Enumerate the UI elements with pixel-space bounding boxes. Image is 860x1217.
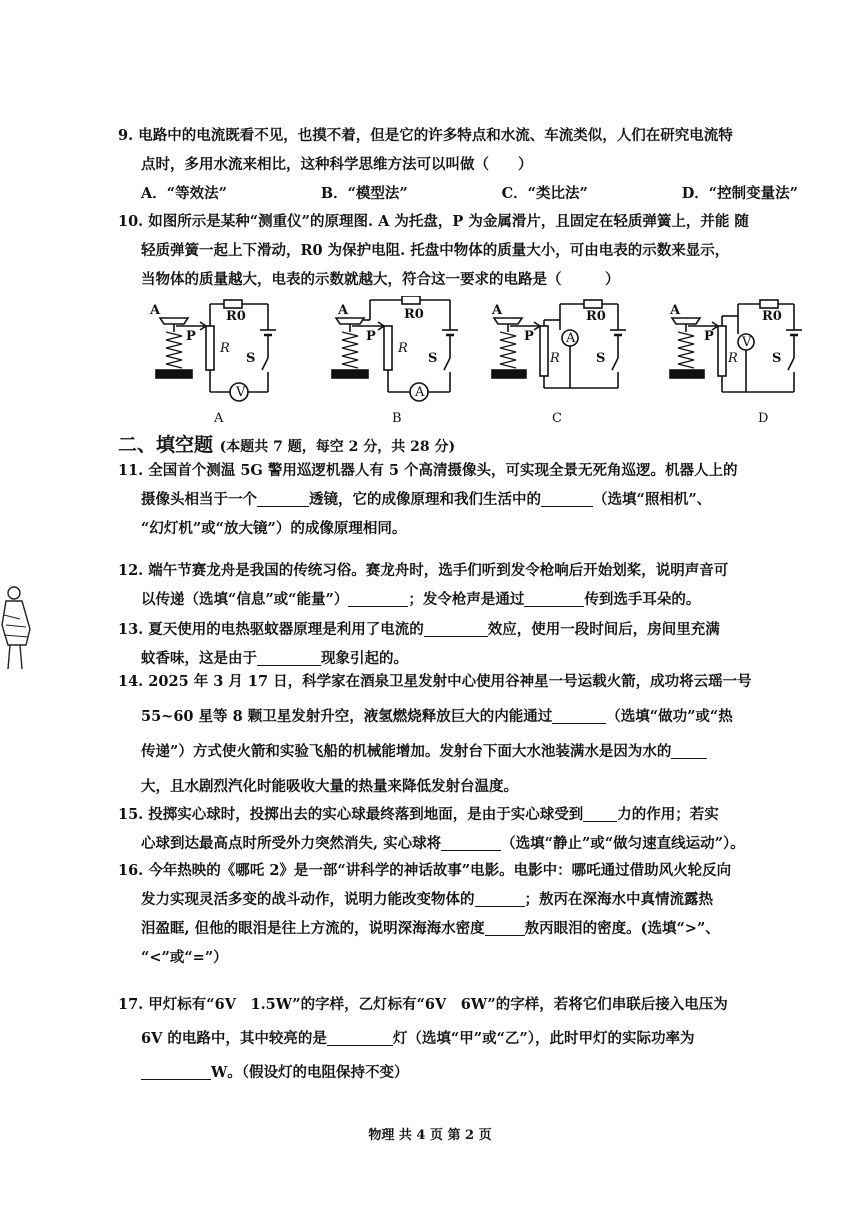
question-text: 大，且水剧烈汽化时能吸收大量的热量来降低发射台温度。	[141, 778, 518, 795]
question-text: 当物体的质量越大，电表的示数就越大，符合这一要求的电路是（ ）	[141, 271, 620, 288]
switch-label: S	[596, 351, 606, 366]
question-number: 17.	[118, 996, 144, 1013]
tray-label: A	[670, 303, 681, 318]
section-note: (本题共 7 题，每空 2 分，共 28 分)	[219, 439, 456, 455]
protect-label: R0	[404, 307, 424, 322]
meter-label: A	[566, 331, 576, 346]
switch-label: S	[772, 351, 782, 366]
meter-label: V	[236, 385, 246, 400]
spring-icon	[166, 332, 182, 368]
option-d: D．“控制变量法”	[681, 185, 798, 202]
answer-blank[interactable]	[583, 805, 617, 822]
slider-label: P	[186, 329, 196, 344]
switch-label: S	[246, 351, 256, 366]
base-icon	[670, 370, 704, 378]
question-text: 投掷实心球时，投掷出去的实心球最终落到地面，是由于实心球受到	[148, 806, 584, 823]
question-text: 电路中的电流既看不见，也摸不着，但是它的许多特点和水流、车流类似，人们在研究电流特	[138, 127, 733, 144]
spring-icon	[342, 332, 358, 368]
question-text: 敖丙眼泪的密度。(选填“>”、	[524, 920, 720, 937]
protect-label: R0	[226, 309, 246, 324]
resistor-label: R	[398, 341, 408, 356]
question-text: 点时，多用水流来相比，这种科学思维方法可以叫做（ ）	[141, 156, 533, 173]
question-text: 发力实现灵活多变的战斗动作，说明力能改变物体的	[141, 891, 475, 908]
answer-blank[interactable]	[541, 490, 593, 507]
tray-label: A	[150, 303, 161, 318]
question-text: 心球到达最高点时所受外力突然消失, 实心球将	[141, 835, 442, 852]
section-title: 二、填空题	[118, 434, 214, 456]
option-c: C．“类比法”	[501, 185, 588, 202]
question-text: W。（假设灯的电阻保持不变）	[211, 1064, 409, 1081]
question-text: ；敖丙在深海水中真情流露热	[524, 891, 713, 908]
question-15	[118, 800, 798, 858]
base-icon	[156, 370, 192, 378]
circuit-diagram-d	[666, 296, 816, 428]
question-number: 9.	[118, 127, 134, 144]
question-text: 透镜，它的成像原理和我们生活中的	[309, 491, 541, 508]
question-text: 夏天使用的电热驱蚊器原理是利用了电流的	[148, 621, 424, 638]
tray-icon	[160, 318, 188, 324]
question-text: 2025 年 3 月 17 日，科学家在酒泉卫星发射中心使用谷神星一号运载火箭，成功将云瑶一号	[148, 673, 752, 690]
answer-blank[interactable]	[671, 742, 707, 759]
answer-blank[interactable]	[141, 1063, 211, 1080]
question-text: （选填“做功”或“热	[606, 708, 733, 725]
question-9	[118, 121, 798, 208]
question-number: 12.	[118, 562, 144, 579]
protect-resistor-icon	[584, 300, 602, 308]
question-text: 全国首个测温 5G 警用巡逻机器人有 5 个高清摄像头，可实现全景无死角巡逻。机器人上的	[148, 462, 738, 479]
question-number: 14.	[118, 673, 144, 690]
circuit-caption: D	[758, 411, 769, 426]
question-text: 泪盈眶, 但他的眼泪是往上方流的，说明深海海水密度	[141, 920, 485, 937]
meter-label: A	[415, 385, 425, 400]
question-text: ；发令枪声是通过	[408, 591, 525, 608]
question-text: 传递”）方式使火箭和实验飞船的机械能增加。发射台下面大水池装满水是因为水的	[141, 743, 672, 760]
margin-sketch-figure	[0, 585, 34, 679]
spring-icon	[678, 332, 694, 368]
protect-resistor-icon	[402, 296, 420, 304]
answer-blank[interactable]	[441, 834, 501, 851]
answer-blank[interactable]	[475, 890, 525, 907]
question-text: 端午节赛龙舟是我国的传统习俗。赛龙舟时，选手们听到发令枪响后开始划桨，说明声音可	[148, 562, 729, 579]
question-text: “<”或“=”）	[141, 949, 228, 966]
question-text: 力的作用；若实	[617, 806, 719, 823]
slider-label: P	[704, 329, 714, 344]
question-text: 55~60 星等 8 颗卫星发射升空，液氢燃烧释放巨大的内能通过	[141, 708, 553, 725]
question-text: 以传递（选填“信息”或“能量”）	[141, 591, 349, 608]
question-text: 甲灯标有“6V 1.5W”的字样，乙灯标有“6V 6W”的字样，若将它们串联后接入电压为	[148, 996, 728, 1013]
question-text: 如图所示是某种“测重仪”的原理图. A 为托盘，P 为金属滑片，且固定在轻质弹簧上，并能 随	[148, 213, 749, 230]
circuit-caption: C	[552, 411, 562, 426]
option-a: A．“等效法”	[141, 185, 227, 202]
question-10	[118, 207, 798, 294]
question-12	[118, 556, 798, 614]
question-11	[118, 456, 798, 543]
question-text: 现象引起的。	[321, 650, 408, 667]
base-icon	[332, 370, 368, 378]
question-number: 13.	[118, 621, 144, 638]
options-row	[118, 179, 798, 208]
resistor-label: R	[220, 341, 230, 356]
circuit-diagram-a	[140, 296, 290, 428]
tray-label: A	[492, 303, 503, 318]
question-text: 传到选手耳朵的。	[584, 591, 701, 608]
answer-blank[interactable]	[524, 590, 584, 607]
circuit-caption: A	[214, 411, 224, 426]
question-text: （选填“照相机”、	[593, 491, 712, 508]
section-heading	[118, 430, 455, 457]
question-text: 6V 的电路中，其中较亮的是	[141, 1030, 327, 1047]
protect-resistor-icon	[224, 300, 242, 308]
spring-icon	[500, 332, 516, 368]
protect-label: R0	[586, 309, 606, 324]
question-number: 15.	[118, 806, 144, 823]
question-number: 10.	[118, 213, 144, 230]
question-17	[118, 988, 798, 1090]
protect-resistor-icon	[760, 300, 778, 308]
meter-label: V	[742, 335, 752, 350]
protect-label: R0	[762, 309, 782, 324]
question-text: 轻质弹簧一起上下滑动，R0 为保护电阻. 托盘中物体的质量大小，可由电表的示数来显示，	[141, 242, 730, 259]
question-text: 今年热映的《哪吒 2》是一部“讲科学的神话故事”电影。电影中：哪吒通过借助风火轮反向	[148, 862, 732, 879]
circuit-diagram-c	[490, 296, 640, 428]
tray-label: A	[338, 303, 349, 318]
switch-label: S	[428, 351, 438, 366]
resistor-icon	[206, 326, 214, 370]
resistor-icon	[718, 326, 726, 376]
answer-blank[interactable]	[257, 490, 309, 507]
circuit-caption: B	[392, 411, 402, 426]
question-text: （选填“静止”或“做匀速直线运动”）。	[501, 835, 745, 852]
page-footer: 物理 共 4 页 第 2 页	[368, 1128, 492, 1143]
circuit-diagram-b	[322, 296, 472, 428]
question-text: 效应，使用一段时间后，房间里充满	[487, 621, 720, 638]
tray-icon	[336, 318, 364, 324]
base-icon	[492, 370, 526, 378]
answer-blank[interactable]	[348, 590, 408, 607]
option-b: B．“模型法”	[320, 185, 408, 202]
slider-label: P	[366, 329, 376, 344]
tray-icon	[494, 318, 522, 324]
answer-blank[interactable]	[485, 919, 525, 936]
question-text: 蚊香味，这是由于	[141, 650, 257, 667]
answer-blank[interactable]	[552, 707, 606, 724]
question-text: 摄像头相当于一个	[141, 491, 257, 508]
answer-blank[interactable]	[424, 620, 488, 637]
resistor-label: R	[728, 351, 738, 366]
question-16	[118, 856, 798, 972]
answer-blank[interactable]	[327, 1029, 393, 1046]
question-text: 灯（选填“甲”或“乙”），此时甲灯的实际功率为	[392, 1030, 695, 1047]
question-number: 16.	[118, 862, 144, 879]
resistor-icon	[540, 326, 548, 376]
resistor-icon	[384, 326, 392, 370]
question-14	[118, 664, 798, 804]
slider-label: P	[524, 329, 534, 344]
question-number: 11.	[118, 462, 144, 479]
tray-icon	[672, 318, 700, 324]
resistor-label: R	[550, 351, 560, 366]
question-text: “幻灯机”或“放大镜”）的成像原理相同。	[141, 520, 407, 537]
